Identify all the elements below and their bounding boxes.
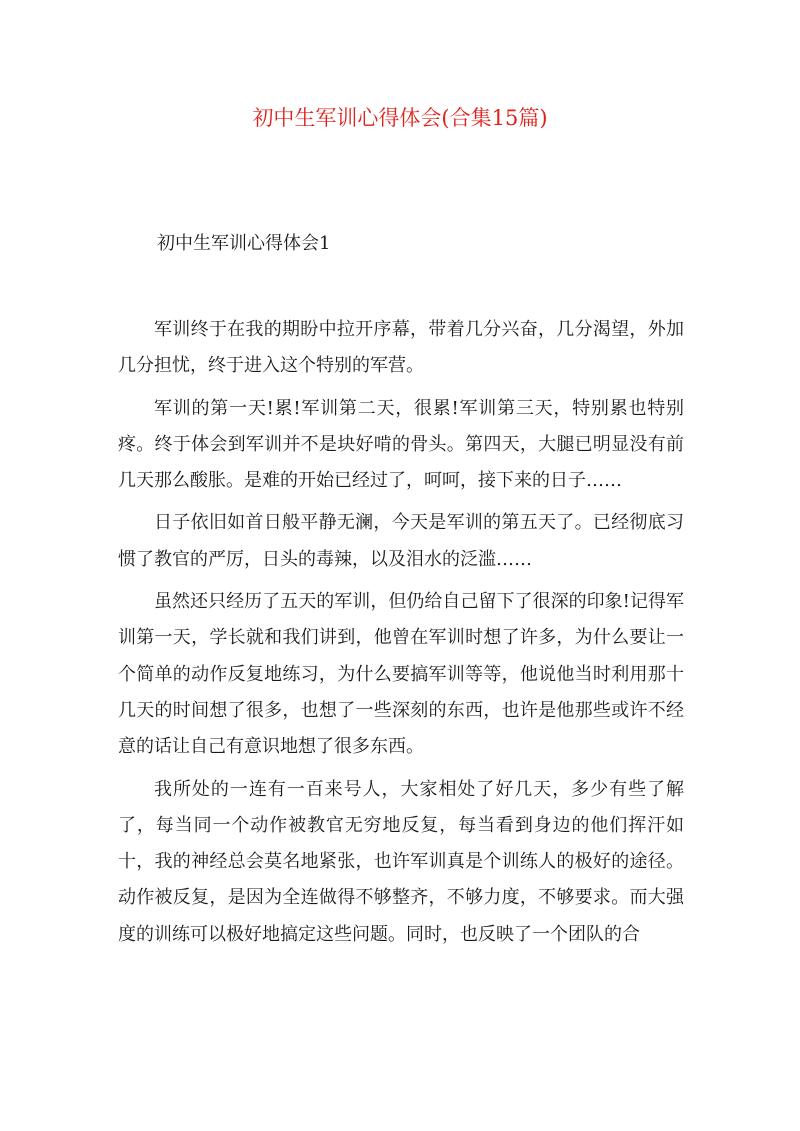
section-heading: 初中生军训心得体会1 (157, 233, 331, 254)
document-body (118, 312, 684, 959)
document-title: 初中生军训心得体会(合集15篇) (252, 106, 548, 130)
paragraph-3: 日子依旧如首日般平静无澜，今天是军训的第五天了。已经彻底习惯了教官的严厉，日头的毒辣，以及泪水的泛滥…… (118, 512, 684, 570)
paragraph-4: 虽然还只经历了五天的军训，但仍给自己留下了很深的印象!记得军训第一天，学长就和我们讲到，他曾在军训时想了许多，为什么要让一个简单的动作反复地练习，为什么要搞军训等等，他说他当时利用那十几天的时间想了很多，也想了一些深刻的东西，也许是他那些或许不经意的话让自己有意识地想了很多东西。 (118, 591, 684, 758)
paragraph-1: 军训终于在我的期盼中拉开序幕，带着几分兴奋，几分渴望，外加几分担忧，终于进入这个特别的军营。 (118, 319, 684, 377)
paragraph-5: 我所处的一连有一百来号人，大家相处了好几天，多少有些了解了，每当同一个动作被教官无穷地反复，每当看到身边的他们挥汗如十，我的神经总会莫名地紧张，也许军训真是个训练人的极好的途径。动作被反复，是因为全连做得不够整齐，不够力度，不够要求。而大强度的训练可以极好地搞定这些问题。同时，也反映了一个团队的合 (118, 778, 684, 945)
paragraph-2: 军训的第一天!累!军训第二天，很累!军训第三天，特别累也特别疼。终于体会到军训并不是块好啃的骨头。第四天，大腿已明显没有前几天那么酸胀。是难的开始已经过了，呵呵，接下来的日子…… (118, 397, 684, 492)
